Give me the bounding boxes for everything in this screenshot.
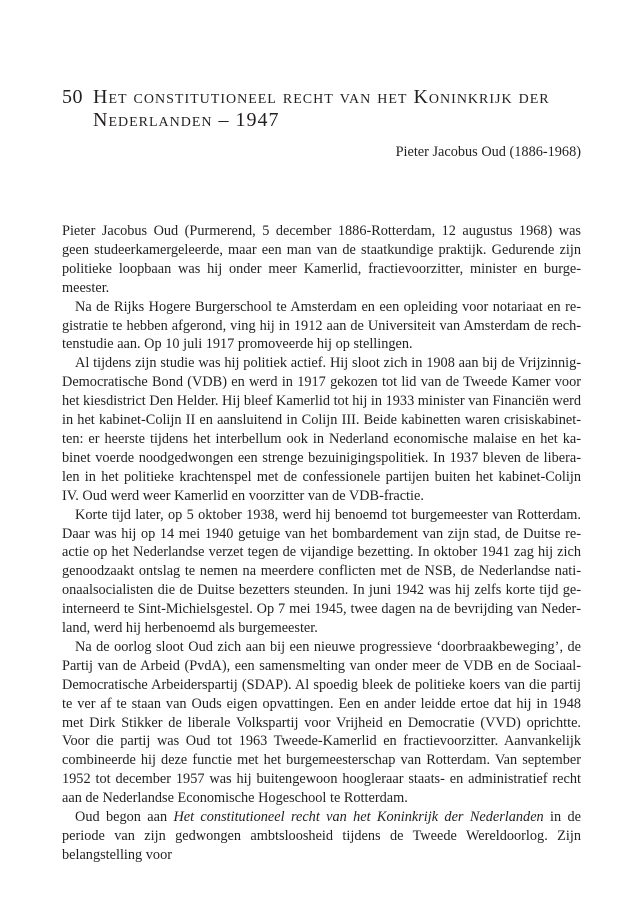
paragraph-text: in de periode van zijn gedwongen ambtsloosheid tijdens de Tweede Wereldoorlog. Zijn belangstelling voor xyxy=(62,809,581,863)
chapter-number: 50 xyxy=(62,86,83,108)
chapter-author: Pieter Jacobus Oud (1886-1968) xyxy=(395,144,581,160)
chapter-title: Het constitutioneel recht van het Koninkrijk der Nederlanden – 1947 xyxy=(93,86,550,131)
paragraph: Na de oorlog sloot Oud zich aan bij een nieuwe progressieve ‘doorbraakbeweging’, de Partij van de Arbeid (PvdA), een samensmelting van onder meer de VDB en de Sociaal-Democratische Arbeiderspartij (SDAP). Al spoedig bleek de politieke koers van die partij te ver af te staan van Ouds eigen opvattingen. Een en ander leidde ertoe dat hij in 1948 met Dirk Stikker de liberale Volkspartij voor Vrijheid en Democratie (VVD) oprichtte. Voor die partij was Oud tot 1963 Tweede-Kamerlid en fractievoorzitter. Aanvankelijk combineerde hij deze functie met het burgemeesterschap van Rotterdam. Van september 1952 tot december 1957 was hij buitengewoon hoogleraar staats- en administratief recht aan de Nederlandse Economische Hogeschool te Rotterdam. xyxy=(62,638,581,807)
paragraph: Na de Rijks Hogere Burgerschool te Amsterdam en een opleiding voor notariaat en registratie te hebben afgerond, ving hij in 1912 aan de Universiteit van Amsterdam de rechtenstudie aan. Op 10 juli 1917 promoveerde hij op stellingen. xyxy=(62,298,581,353)
paragraph-text: Oud begon aan xyxy=(75,809,174,826)
paragraph xyxy=(62,808,581,865)
body-text xyxy=(62,222,581,865)
book-title-italic: Het constitutioneel recht van het Koninkrijk der Nederlanden xyxy=(173,809,544,826)
paragraph: Korte tijd later, op 5 oktober 1938, werd hij benoemd tot burgemeester van Rotterdam. Daar was hij op 14 mei 1940 getuige van het bombardement van zijn stad, de Duitse reactie op het Nederlandse verzet tegen de vijandige bezetting. In oktober 1941 zag hij zich genoodzaakt ontslag te nemen na meerdere conflicten met de NSB, de Nederlandse nationaalsocialisten die de Duitse bezetters steunden. In juni 1942 was hij zelfs korte tijd geinterneerd te Sint-Michielsgestel. Op 7 mei 1945, twee dagen na de bevrijding van Nederland, werd hij herbenoemd als burgemeester. xyxy=(62,506,581,637)
paragraph: Al tijdens zijn studie was hij politiek actief. Hij sloot zich in 1908 aan bij de Vrijzinnig-Democratische Bond (VDB) en werd in 1917 gekozen tot lid van de Tweede Kamer voor het kiesdistrict Den Helder. Hij bleef Kamerlid tot hij in 1933 minister van Financiën werd in het kabinet-Colijn II en aansluitend in Colijn III. Beide kabinetten waren crisiskabinetten: er heerste tijdens het interbellum ook in Nederland economische malaise en het kabinet voerde noodgedwongen een strenge bezuinigingspolitiek. In 1937 bleven de liberalen in het politieke krachtenspel met de confessionele partijen buiten het kabinet-Colijn IV. Oud werd weer Kamerlid en voorzitter van de VDB-fractie. xyxy=(62,355,581,504)
paragraph: Pieter Jacobus Oud (Purmerend, 5 december 1886-Rotterdam, 12 augustus 1968) was geen studeerkamergeleerde, maar een man van de staatkundige praktijk. Gedurende zijn politieke loopbaan was hij onder meer Kamerlid, fractievoorzitter, minister en burgemeester. xyxy=(62,223,581,296)
